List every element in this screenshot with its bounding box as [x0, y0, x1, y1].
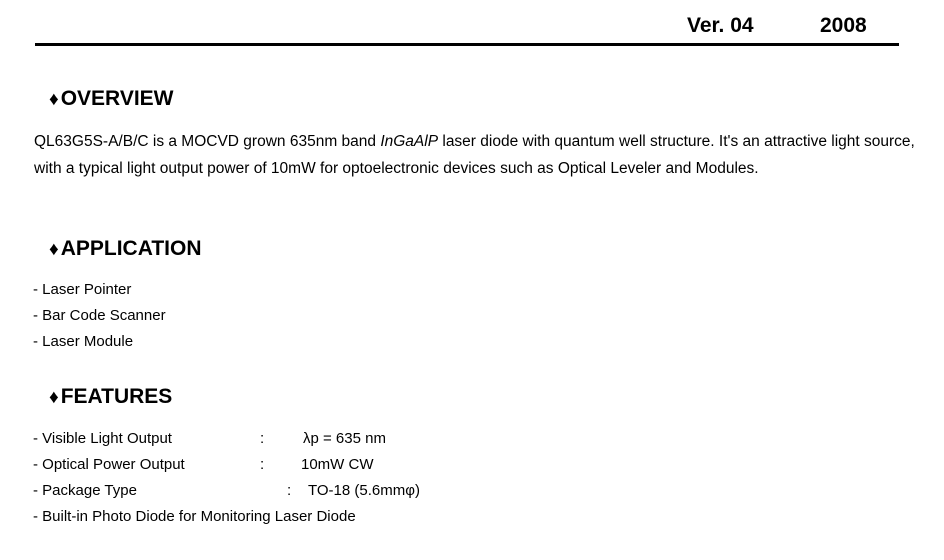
overview-text-before: QL63G5S-A/B/C is a MOCVD grown 635nm band [34, 133, 381, 150]
diamond-icon: ♦ [49, 239, 59, 260]
feature-separator: : [260, 456, 265, 473]
header-rule [35, 43, 899, 46]
list-item: - Laser Pointer [33, 281, 132, 298]
overview-text-italic: InGaAlP [380, 133, 439, 150]
overview-heading [49, 87, 174, 111]
features-title: FEATURES [60, 385, 173, 408]
feature-separator: : [287, 482, 292, 499]
application-heading [49, 237, 201, 261]
features-list [33, 426, 420, 530]
year-label: 2008 [820, 14, 867, 37]
list-item: - Built-in Photo Diode for Monitoring Laser Diode [33, 508, 356, 525]
diamond-icon: ♦ [49, 387, 59, 408]
list-item [33, 452, 374, 478]
feature-name: - Optical Power Output [33, 456, 185, 473]
diamond-icon: ♦ [49, 89, 59, 110]
feature-value: λp = 635 nm [303, 430, 386, 447]
list-item: - Laser Module [33, 333, 134, 350]
overview-text-after: laser diode with quantum well structure. It's an attractive light source, with a typical light output power of 10mW for optoelectronic devices such as Optical Leveler and Modules. [34, 133, 915, 177]
version-label: Ver. 04 [687, 14, 754, 37]
overview-title: OVERVIEW [60, 87, 174, 110]
application-title: APPLICATION [60, 237, 202, 260]
overview-paragraph [34, 129, 924, 182]
feature-name: - Visible Light Output [33, 430, 172, 447]
document-header [0, 14, 944, 44]
list-item: - Bar Code Scanner [33, 307, 166, 324]
feature-value: 10mW CW [301, 456, 374, 473]
feature-value: TO-18 (5.6mmφ) [308, 482, 420, 499]
list-item [33, 478, 420, 504]
application-list [33, 277, 166, 355]
feature-separator: : [260, 430, 265, 447]
features-heading [49, 385, 172, 409]
list-item [33, 426, 386, 452]
feature-name: - Package Type [33, 482, 137, 499]
